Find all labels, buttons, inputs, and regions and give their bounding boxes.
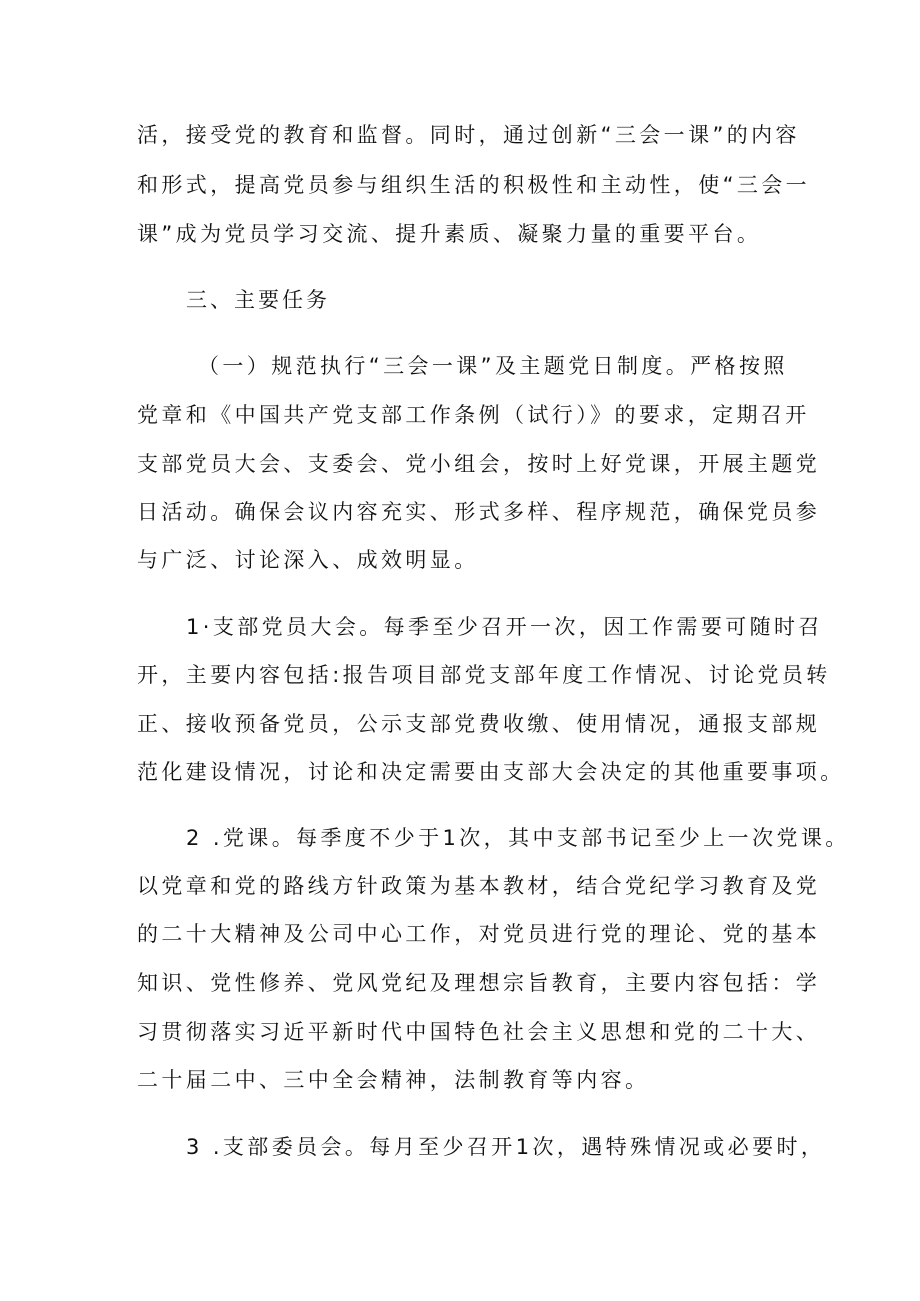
section-heading: 三、主要任务: [186, 288, 330, 312]
paragraph-line: 和形式，提高党员参与组织生活的积极性和主动性，使“三会一: [137, 173, 811, 197]
paragraph-line: 1·支部党员大会。每季至少召开一次，因工作需要可随时召: [186, 615, 823, 639]
paragraph-line: 范化建设情况，讨论和决定需要由支部大会决定的其他重要事项。: [137, 760, 845, 784]
paragraph-line: 开，主要内容包括:报告项目部党支部年度工作情况、讨论党员转: [137, 663, 831, 687]
paragraph-line: 日活动。确保会议内容充实、形式多样、程序规范，确保党员参: [137, 500, 821, 524]
paragraph-line: 正、接收预备党员，公示支部党费收缴、使用情况，通报支部规: [137, 712, 821, 736]
paragraph-line: 以党章和党的路线方针政策为基本教材，结合党纪学习教育及党: [137, 874, 821, 898]
paragraph-line: 3 .支部委员会。每月至少召开1次，遇特殊情况或必要时，: [186, 1135, 826, 1159]
paragraph-line: 活，接受党的教育和监督。同时，通过创新“三会一课”的内容: [137, 123, 800, 147]
paragraph-line: 的二十大精神及公司中心工作，对党员进行党的理论、党的基本: [137, 922, 821, 946]
paragraph-line: 与广泛、讨论深入、成效明显。: [137, 548, 479, 572]
paragraph-line: 党章和《中国共产党支部工作条例（试行）》的要求，定期召开: [137, 403, 810, 427]
paragraph-line: 知识、党性修养、党风党纪及理想宗旨教育，主要内容包括：学: [137, 971, 821, 995]
paragraph-line: （一）规范执行“三会一课”及主题党日制度。严格按照: [198, 354, 788, 378]
paragraph-line: 2 .党课。每季度不少于1次，其中支部书记至少上一次党课。: [186, 826, 850, 850]
paragraph-line: 支部党员大会、支委会、党小组会，按时上好党课，开展主题党: [137, 452, 821, 476]
paragraph-line: 习贯彻落实习近平新时代中国特色社会主义思想和党的二十大、: [137, 1020, 821, 1044]
paragraph-line: 二十届二中、三中全会精神，法制教育等内容。: [137, 1068, 650, 1092]
paragraph-line: 课”成为党员学习交流、提升素质、凝聚力量的重要平台。: [137, 222, 762, 246]
